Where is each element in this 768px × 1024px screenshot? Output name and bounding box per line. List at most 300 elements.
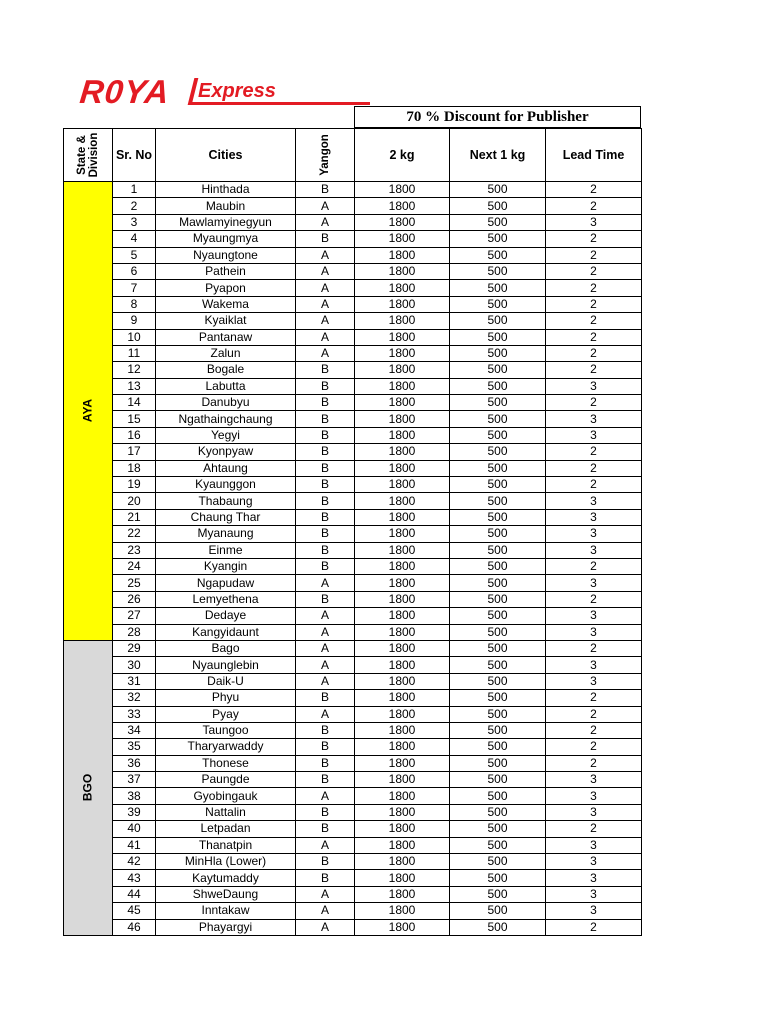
rate-next-1kg-cell: 500 [450,444,546,460]
rate-next-1kg-cell: 500 [450,477,546,493]
rate-2kg-cell: 1800 [355,690,450,706]
state-division-cell [64,182,113,641]
header-next-1kg: Next 1 kg [450,129,546,182]
rate-2kg-cell: 1800 [355,444,450,460]
rate-2kg-cell: 1800 [355,624,450,640]
yangon-zone-cell: A [296,345,355,361]
city-cell: Inntakaw [156,903,296,919]
city-cell: Myaungmya [156,231,296,247]
yangon-zone-cell: B [296,444,355,460]
yangon-zone-cell: A [296,329,355,345]
sr-no-cell: 36 [113,755,156,771]
rate-2kg-cell: 1800 [355,657,450,673]
city-cell: Kyaiklat [156,313,296,329]
yangon-zone-cell: A [296,214,355,230]
rate-next-1kg-cell: 500 [450,395,546,411]
city-cell: Chaung Thar [156,509,296,525]
rate-next-1kg-cell: 500 [450,624,546,640]
table-row [64,526,642,542]
rate-2kg-cell: 1800 [355,591,450,607]
rate-2kg-cell: 1800 [355,378,450,394]
table-row [64,477,642,493]
rate-2kg-cell: 1800 [355,263,450,279]
sr-no-cell: 21 [113,509,156,525]
table-row [64,575,642,591]
table-row [64,493,642,509]
lead-time-cell: 2 [546,198,642,214]
table-row [64,444,642,460]
rate-next-1kg-cell: 500 [450,214,546,230]
rate-2kg-cell: 1800 [355,640,450,656]
sr-no-cell: 18 [113,460,156,476]
city-cell: Pyapon [156,280,296,296]
lead-time-cell: 3 [546,608,642,624]
sr-no-cell: 33 [113,706,156,722]
sr-no-cell: 34 [113,722,156,738]
lead-time-cell: 3 [546,657,642,673]
rate-2kg-cell: 1800 [355,673,450,689]
sr-no-cell: 37 [113,772,156,788]
lead-time-cell: 3 [546,886,642,902]
city-cell: Kaytumaddy [156,870,296,886]
table-row [64,903,642,919]
rate-next-1kg-cell: 500 [450,526,546,542]
lead-time-cell: 3 [546,854,642,870]
yangon-zone-cell: A [296,788,355,804]
city-cell: Tharyarwaddy [156,739,296,755]
city-cell: Mawlamyinegyun [156,214,296,230]
lead-time-cell: 2 [546,313,642,329]
rate-2kg-cell: 1800 [355,739,450,755]
header-row [64,129,642,182]
rate-next-1kg-cell: 500 [450,575,546,591]
lead-time-cell: 2 [546,263,642,279]
table-row [64,755,642,771]
rate-2kg-cell: 1800 [355,821,450,837]
table-row [64,542,642,558]
rate-next-1kg-cell: 500 [450,329,546,345]
city-cell: Thanatpin [156,837,296,853]
sr-no-cell: 40 [113,821,156,837]
rate-2kg-cell: 1800 [355,493,450,509]
table-row [64,821,642,837]
sr-no-cell: 7 [113,280,156,296]
table-row [64,837,642,853]
sr-no-cell: 25 [113,575,156,591]
table-row [64,788,642,804]
yangon-zone-cell: A [296,263,355,279]
sr-no-cell: 27 [113,608,156,624]
yangon-zone-cell: A [296,198,355,214]
logo-brand-text: R0YA [78,73,172,110]
city-cell: Nattalin [156,804,296,820]
table-row [64,640,642,656]
yangon-zone-cell: A [296,313,355,329]
rate-2kg-cell: 1800 [355,575,450,591]
rate-2kg-cell: 1800 [355,608,450,624]
lead-time-cell: 2 [546,821,642,837]
sr-no-cell: 17 [113,444,156,460]
yangon-zone-cell: A [296,837,355,853]
lead-time-cell: 2 [546,919,642,935]
table-row [64,263,642,279]
rate-2kg-cell: 1800 [355,411,450,427]
table-body [64,182,642,936]
sr-no-cell: 39 [113,804,156,820]
rate-next-1kg-cell: 500 [450,657,546,673]
yangon-zone-cell: B [296,739,355,755]
sr-no-cell: 41 [113,837,156,853]
rate-next-1kg-cell: 500 [450,182,546,198]
lead-time-cell: 2 [546,182,642,198]
city-cell: MinHla (Lower) [156,854,296,870]
rate-next-1kg-cell: 500 [450,690,546,706]
lead-time-cell: 2 [546,444,642,460]
table-row [64,870,642,886]
header-cities: Cities [156,129,296,182]
yangon-zone-cell: A [296,919,355,935]
rate-next-1kg-cell: 500 [450,772,546,788]
rate-2kg-cell: 1800 [355,313,450,329]
rate-2kg-cell: 1800 [355,722,450,738]
yangon-zone-cell: A [296,608,355,624]
sr-no-cell: 16 [113,427,156,443]
lead-time-cell: 3 [546,493,642,509]
city-cell: Kyangin [156,558,296,574]
yangon-zone-cell: B [296,854,355,870]
city-cell: Thabaung [156,493,296,509]
sr-no-cell: 1 [113,182,156,198]
table-row [64,329,642,345]
yangon-zone-cell: A [296,624,355,640]
rate-next-1kg-cell: 500 [450,755,546,771]
table-row [64,706,642,722]
lead-time-cell: 2 [546,690,642,706]
yangon-zone-cell: A [296,640,355,656]
city-cell: Zalun [156,345,296,361]
header-state-division: State & Division [64,129,113,182]
sr-no-cell: 13 [113,378,156,394]
rate-next-1kg-cell: 500 [450,345,546,361]
city-cell: Letpadan [156,821,296,837]
city-cell: Thonese [156,755,296,771]
rate-2kg-cell: 1800 [355,854,450,870]
yangon-zone-cell: B [296,722,355,738]
sr-no-cell: 24 [113,558,156,574]
lead-time-cell: 3 [546,837,642,853]
city-cell: Pathein [156,263,296,279]
lead-time-cell: 3 [546,509,642,525]
logo-sub-text: Express [198,80,276,102]
sr-no-cell: 30 [113,657,156,673]
city-cell: ShweDaung [156,886,296,902]
city-cell: Paungde [156,772,296,788]
rate-next-1kg-cell: 500 [450,427,546,443]
lead-time-cell: 2 [546,591,642,607]
city-cell: Pyay [156,706,296,722]
rate-2kg-cell: 1800 [355,804,450,820]
table-row [64,804,642,820]
city-cell: Bago [156,640,296,656]
state-division-label: BGO [80,774,95,802]
lead-time-cell: 3 [546,214,642,230]
table-row [64,345,642,361]
rate-2kg-cell: 1800 [355,870,450,886]
table-row [64,919,642,935]
city-cell: Danubyu [156,395,296,411]
table-row [64,313,642,329]
sr-no-cell: 35 [113,739,156,755]
rate-next-1kg-cell: 500 [450,640,546,656]
lead-time-cell: 2 [546,362,642,378]
sr-no-cell: 14 [113,395,156,411]
sr-no-cell: 22 [113,526,156,542]
lead-time-cell: 3 [546,788,642,804]
yangon-zone-cell: B [296,591,355,607]
sr-no-cell: 42 [113,854,156,870]
sr-no-cell: 19 [113,477,156,493]
rate-2kg-cell: 1800 [355,772,450,788]
rate-next-1kg-cell: 500 [450,231,546,247]
sr-no-cell: 15 [113,411,156,427]
rate-2kg-cell: 1800 [355,280,450,296]
rate-next-1kg-cell: 500 [450,673,546,689]
table-row [64,362,642,378]
table-row [64,247,642,263]
table-row [64,231,642,247]
lead-time-cell: 3 [546,870,642,886]
yangon-zone-cell: B [296,690,355,706]
yangon-zone-cell: A [296,296,355,312]
rate-2kg-cell: 1800 [355,903,450,919]
rate-2kg-cell: 1800 [355,788,450,804]
rate-next-1kg-cell: 500 [450,296,546,312]
lead-time-cell: 2 [546,395,642,411]
rate-next-1kg-cell: 500 [450,608,546,624]
city-cell: Einme [156,542,296,558]
table-row [64,673,642,689]
sr-no-cell: 5 [113,247,156,263]
city-cell: Myanaung [156,526,296,542]
rate-2kg-cell: 1800 [355,345,450,361]
rate-next-1kg-cell: 500 [450,722,546,738]
rate-next-1kg-cell: 500 [450,558,546,574]
discount-header: 70 % Discount for Publisher [354,106,641,128]
table-row [64,182,642,198]
rate-2kg-cell: 1800 [355,182,450,198]
lead-time-cell: 2 [546,247,642,263]
rate-next-1kg-cell: 500 [450,870,546,886]
rate-2kg-cell: 1800 [355,329,450,345]
lead-time-cell: 3 [546,903,642,919]
lead-time-cell: 3 [546,411,642,427]
table-row [64,509,642,525]
city-cell: Kyonpyaw [156,444,296,460]
rate-2kg-cell: 1800 [355,427,450,443]
table-row [64,395,642,411]
yangon-zone-cell: B [296,411,355,427]
rate-next-1kg-cell: 500 [450,837,546,853]
sr-no-cell: 28 [113,624,156,640]
lead-time-cell: 3 [546,378,642,394]
yangon-zone-cell: B [296,509,355,525]
sr-no-cell: 32 [113,690,156,706]
yangon-zone-cell: B [296,870,355,886]
rate-2kg-cell: 1800 [355,706,450,722]
table-row [64,296,642,312]
city-cell: Taungoo [156,722,296,738]
city-cell: Ahtaung [156,460,296,476]
rate-2kg-cell: 1800 [355,542,450,558]
lead-time-cell: 3 [546,526,642,542]
sr-no-cell: 8 [113,296,156,312]
sr-no-cell: 46 [113,919,156,935]
sr-no-cell: 31 [113,673,156,689]
lead-time-cell: 2 [546,739,642,755]
yangon-zone-cell: B [296,526,355,542]
lead-time-cell: 3 [546,772,642,788]
yangon-zone-cell: B [296,558,355,574]
rate-2kg-cell: 1800 [355,837,450,853]
sr-no-cell: 9 [113,313,156,329]
yangon-zone-cell: A [296,903,355,919]
lead-time-cell: 2 [546,755,642,771]
sr-no-cell: 45 [113,903,156,919]
table-row [64,280,642,296]
sr-no-cell: 6 [113,263,156,279]
yangon-zone-cell: A [296,886,355,902]
rate-next-1kg-cell: 500 [450,591,546,607]
rate-2kg-cell: 1800 [355,477,450,493]
city-cell: Ngathaingchaung [156,411,296,427]
rate-next-1kg-cell: 500 [450,378,546,394]
rate-2kg-cell: 1800 [355,558,450,574]
header-2kg: 2 kg [355,129,450,182]
sr-no-cell: 26 [113,591,156,607]
lead-time-cell: 3 [546,427,642,443]
table-row [64,722,642,738]
yangon-zone-cell: B [296,182,355,198]
city-cell: Phayargyi [156,919,296,935]
rate-next-1kg-cell: 500 [450,460,546,476]
rate-next-1kg-cell: 500 [450,313,546,329]
yangon-zone-cell: A [296,706,355,722]
rate-2kg-cell: 1800 [355,247,450,263]
logo-slash [188,78,199,105]
table-row [64,657,642,673]
yangon-zone-cell: A [296,575,355,591]
rate-2kg-cell: 1800 [355,919,450,935]
city-cell: Yegyi [156,427,296,443]
city-cell: Lemyethena [156,591,296,607]
lead-time-cell: 2 [546,345,642,361]
sr-no-cell: 3 [113,214,156,230]
city-cell: Nyaunglebin [156,657,296,673]
lead-time-cell: 2 [546,296,642,312]
rate-2kg-cell: 1800 [355,886,450,902]
yangon-zone-cell: B [296,427,355,443]
yangon-zone-cell: B [296,231,355,247]
header-sr-no: Sr. No [113,129,156,182]
lead-time-cell: 3 [546,624,642,640]
city-cell: Hinthada [156,182,296,198]
lead-time-cell: 3 [546,804,642,820]
yangon-zone-cell: B [296,542,355,558]
rate-next-1kg-cell: 500 [450,919,546,935]
city-cell: Labutta [156,378,296,394]
table-row [64,886,642,902]
lead-time-cell: 3 [546,542,642,558]
city-cell: Kangyidaunt [156,624,296,640]
table-row [64,198,642,214]
table-row [64,214,642,230]
city-cell: Gyobingauk [156,788,296,804]
rate-next-1kg-cell: 500 [450,247,546,263]
sr-no-cell: 29 [113,640,156,656]
rate-2kg-cell: 1800 [355,362,450,378]
sr-no-cell: 44 [113,886,156,902]
rate-next-1kg-cell: 500 [450,198,546,214]
rate-next-1kg-cell: 500 [450,362,546,378]
rate-next-1kg-cell: 500 [450,509,546,525]
lead-time-cell: 3 [546,673,642,689]
rate-next-1kg-cell: 500 [450,903,546,919]
rate-2kg-cell: 1800 [355,214,450,230]
rate-2kg-cell: 1800 [355,198,450,214]
state-division-label: AYA [80,399,95,423]
table-row [64,608,642,624]
city-cell: Phyu [156,690,296,706]
sr-no-cell: 11 [113,345,156,361]
table-row [64,591,642,607]
yangon-zone-cell: B [296,477,355,493]
table-row [64,739,642,755]
yangon-zone-cell: B [296,821,355,837]
yangon-zone-cell: B [296,460,355,476]
sr-no-cell: 2 [113,198,156,214]
rate-table [63,128,642,936]
rate-2kg-cell: 1800 [355,296,450,312]
sr-no-cell: 10 [113,329,156,345]
rate-2kg-cell: 1800 [355,460,450,476]
rate-next-1kg-cell: 500 [450,280,546,296]
sr-no-cell: 38 [113,788,156,804]
lead-time-cell: 3 [546,575,642,591]
lead-time-cell: 2 [546,722,642,738]
rate-2kg-cell: 1800 [355,755,450,771]
lead-time-cell: 2 [546,706,642,722]
city-cell: Daik-U [156,673,296,689]
header-lead-time: Lead Time [546,129,642,182]
city-cell: Maubin [156,198,296,214]
table-row [64,772,642,788]
yangon-zone-cell: B [296,804,355,820]
header-yangon: Yangon [296,129,355,182]
sr-no-cell: 12 [113,362,156,378]
table-row [64,427,642,443]
state-division-cell [64,640,113,935]
rate-next-1kg-cell: 500 [450,886,546,902]
lead-time-cell: 2 [546,558,642,574]
rate-next-1kg-cell: 500 [450,788,546,804]
rate-next-1kg-cell: 500 [450,804,546,820]
yangon-zone-cell: A [296,280,355,296]
rate-next-1kg-cell: 500 [450,263,546,279]
yangon-zone-cell: B [296,772,355,788]
sr-no-cell: 4 [113,231,156,247]
city-cell: Nyaungtone [156,247,296,263]
lead-time-cell: 2 [546,477,642,493]
